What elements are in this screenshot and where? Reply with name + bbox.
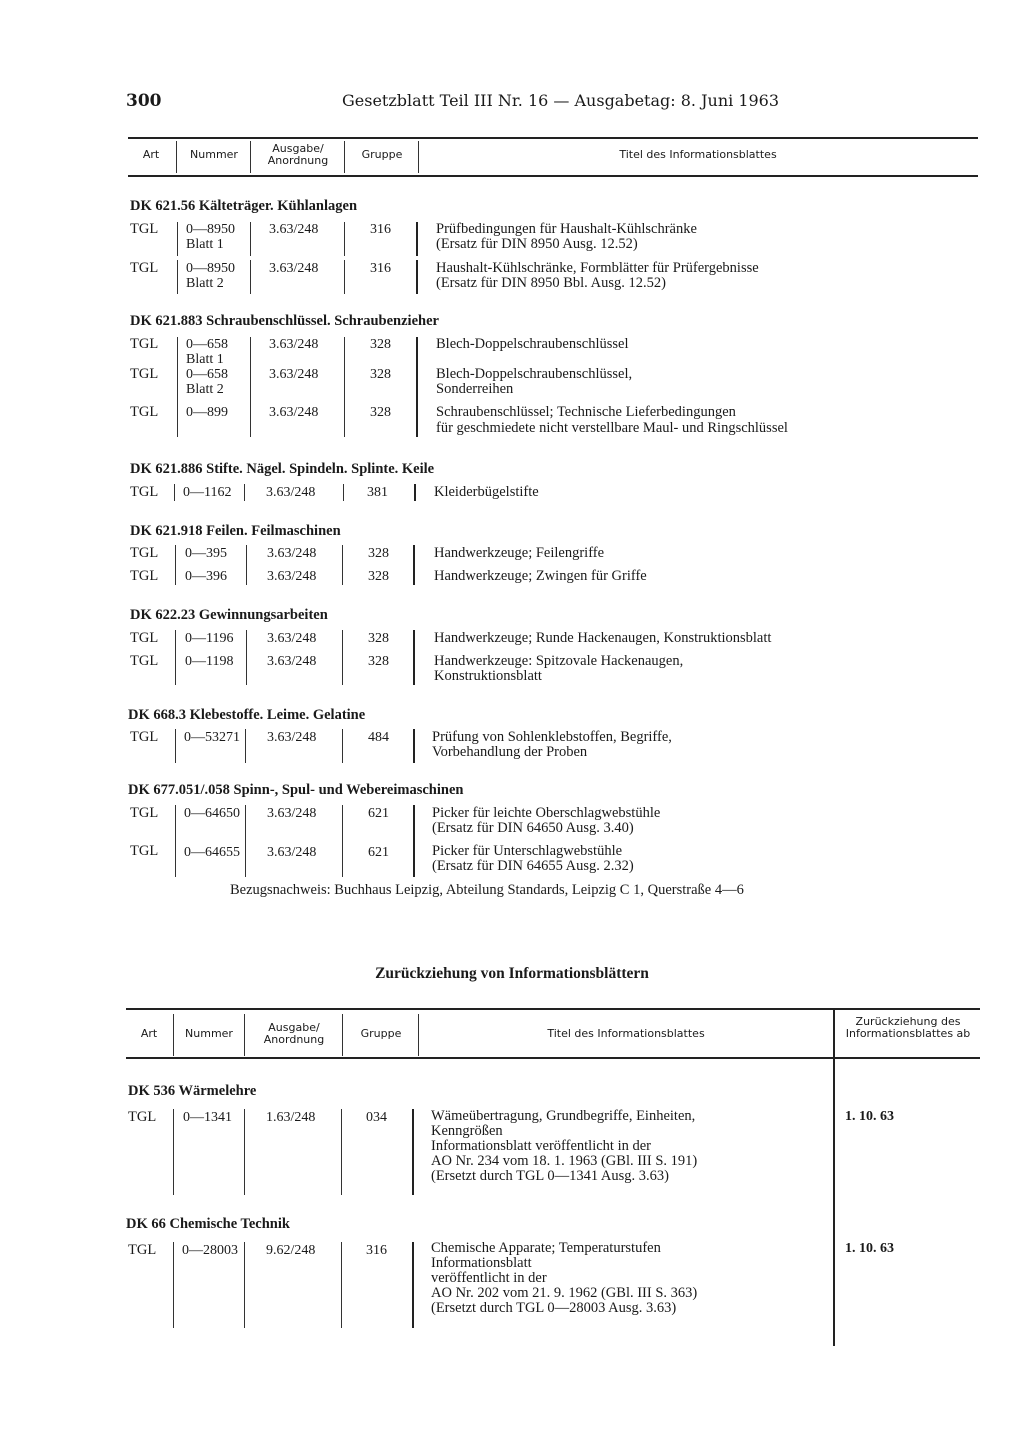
cell-art: TGL <box>130 484 159 500</box>
cell-titel: Chemische Apparate; Temperaturstufen <box>431 1240 661 1256</box>
table1-header-rule <box>128 175 978 177</box>
cell-ausgabe: 3.63/248 <box>267 845 317 860</box>
col-divider <box>244 1242 245 1328</box>
header-titel: Titel des Informationsblattes <box>547 1027 705 1040</box>
cell-gruppe: 316 <box>370 261 391 276</box>
col-divider <box>175 805 176 877</box>
col-divider <box>244 1014 245 1056</box>
cell-art: TGL <box>130 260 159 276</box>
cell-titel-line: AO Nr. 202 vom 21. 9. 1962 (GBl. III S. 363) <box>431 1285 698 1301</box>
cell-titel: Blech-Doppelschraubenschlüssel, <box>436 366 633 382</box>
table2-top-rule <box>126 1008 980 1010</box>
cell-art: TGL <box>130 843 159 859</box>
col-divider <box>250 337 251 437</box>
col-divider <box>416 260 418 294</box>
section-heading: DK 66 Chemische Technik <box>126 1216 290 1232</box>
cell-ausgabe: 3.63/248 <box>269 222 319 237</box>
header-ausgabe: Ausgabe/ Anordnung <box>263 1021 325 1046</box>
cell-titel-line: Informationsblatt veröffentlicht in der <box>431 1138 651 1154</box>
cell-nummer-blatt: Blatt 1 <box>186 352 224 367</box>
col-divider <box>176 141 177 173</box>
cell-titel: Handwerkzeuge; Runde Hackenaugen, Konstruktionsblatt <box>434 630 772 646</box>
cell-nummer: 0—64650 <box>184 806 240 821</box>
col-divider <box>177 337 178 437</box>
col-divider <box>342 545 343 585</box>
cell-ausgabe: 3.63/248 <box>267 806 317 821</box>
col-divider <box>413 729 415 763</box>
cell-titel-line2: (Ersatz für DIN 64655 Ausg. 2.32) <box>432 858 634 874</box>
cell-titel: Handwerkzeuge; Zwingen für Griffe <box>434 568 647 584</box>
cell-nummer: 0—395 <box>185 546 227 561</box>
cell-nummer: 0—658 <box>186 337 228 352</box>
cell-art: TGL <box>130 366 159 382</box>
table2-header-rule <box>126 1057 980 1059</box>
cell-titel: Prüfbedingungen für Haushalt-Kühlschränke <box>436 221 697 237</box>
cell-titel: Picker für Unterschlagwebstühle <box>432 843 623 859</box>
col-divider <box>244 484 245 501</box>
cell-titel-line: AO Nr. 234 vom 18. 1. 1963 (GBl. III S. 191) <box>431 1153 698 1169</box>
cell-ausgabe: 3.63/248 <box>269 405 319 420</box>
cell-titel-line2: Sonderreihen <box>436 381 514 397</box>
col-divider <box>245 805 246 877</box>
cell-titel: Prüfung von Sohlenklebstoffen, Begriffe, <box>432 729 672 745</box>
cell-nummer: 0—1196 <box>185 631 234 646</box>
section-heading: DK 622.23 Gewinnungsarbeiten <box>130 607 328 623</box>
col-divider <box>416 337 418 437</box>
cell-art: TGL <box>128 1242 157 1258</box>
cell-ausgabe: 3.63/248 <box>267 546 317 561</box>
header-ausgabe: Ausgabe/ Anordnung <box>267 142 329 167</box>
cell-gruppe: 621 <box>368 845 389 860</box>
cell-art: TGL <box>130 805 159 821</box>
col-divider <box>245 729 246 763</box>
header-zurueckziehung: Zurückziehung des Informationsblattes ab <box>845 1015 971 1040</box>
col-divider <box>175 545 176 585</box>
cell-gruppe: 621 <box>368 806 389 821</box>
cell-art: TGL <box>128 1109 157 1125</box>
cell-art: TGL <box>130 653 159 669</box>
col-divider <box>250 222 251 256</box>
cell-art: TGL <box>130 545 159 561</box>
cell-ausgabe: 3.63/248 <box>269 261 319 276</box>
col-divider <box>177 260 178 294</box>
cell-nummer: 0—1341 <box>183 1110 232 1125</box>
header-nummer: Nummer <box>190 148 238 161</box>
cell-gruppe: 328 <box>368 654 389 669</box>
col-divider <box>342 1014 343 1056</box>
col-divider <box>177 222 178 256</box>
col-divider <box>342 729 343 763</box>
cell-titel-line2: Vorbehandlung der Proben <box>432 744 588 760</box>
cell-gruppe: 328 <box>368 546 389 561</box>
cell-gruppe: 328 <box>370 405 391 420</box>
cell-art: TGL <box>130 336 159 352</box>
section-heading: DK 668.3 Klebestoffe. Leime. Gelatine <box>128 707 366 723</box>
cell-titel: Wämeübertragung, Grundbegriffe, Einheiten, <box>431 1108 696 1124</box>
col-divider <box>344 260 345 294</box>
col-divider <box>250 141 251 173</box>
col-divider <box>344 141 345 173</box>
cell-ausgabe: 3.63/248 <box>266 485 316 500</box>
cell-titel-line: veröffentlicht in der <box>431 1270 547 1286</box>
cell-gruppe: 034 <box>366 1110 387 1125</box>
cell-nummer: 0—53271 <box>184 730 240 745</box>
cell-nummer: 0—1162 <box>183 485 232 500</box>
header-nummer: Nummer <box>185 1027 233 1040</box>
cell-titel: Picker für leichte Oberschlagwebstühle <box>432 805 661 821</box>
cell-art: TGL <box>130 729 159 745</box>
cell-titel-line: (Ersetzt durch TGL 0—28003 Ausg. 3.63) <box>431 1300 677 1316</box>
cell-nummer-blatt: Blatt 2 <box>186 382 224 397</box>
cell-titel: Haushalt-Kühlschränke, Formblätter für Prüfergebnisse <box>436 260 759 276</box>
cell-ausgabe: 3.63/248 <box>269 337 319 352</box>
col-divider <box>418 1014 419 1056</box>
col-divider <box>341 1242 342 1328</box>
section-heading: DK 621.883 Schraubenschlüssel. Schraubenzieher <box>130 313 439 329</box>
cell-ausgabe: 3.63/248 <box>267 730 317 745</box>
col-divider <box>246 545 247 585</box>
cell-nummer: 0—1198 <box>185 654 234 669</box>
cell-titel-line: (Ersetzt durch TGL 0—1341 Ausg. 3.63) <box>431 1168 670 1184</box>
col-divider <box>342 630 343 685</box>
cell-titel-line2: (Ersatz für DIN 8950 Bbl. Ausg. 12.52) <box>436 275 666 291</box>
cell-nummer: 0—396 <box>185 569 227 584</box>
section-heading: DK 621.918 Feilen. Feilmaschinen <box>130 523 341 539</box>
page-number: 300 <box>126 91 162 111</box>
header-gruppe: Gruppe <box>360 1027 402 1040</box>
cell-art: TGL <box>130 630 159 646</box>
cell-ausgabe: 1.63/248 <box>266 1110 316 1125</box>
cell-gruppe: 328 <box>368 569 389 584</box>
section-heading: DK 536 Wärmelehre <box>128 1083 257 1099</box>
section-heading: DK 621.56 Kälteträger. Kühlanlagen <box>130 198 358 214</box>
cell-titel: Schraubenschlüssel; Technische Lieferbedingungen <box>436 404 736 420</box>
cell-titel-line2: (Ersatz für DIN 64650 Ausg. 3.40) <box>432 820 634 836</box>
cell-titel-line: Kenngrößen <box>431 1123 503 1139</box>
col-divider <box>343 484 344 501</box>
col-divider <box>173 1014 174 1056</box>
section-heading: DK 621.886 Stifte. Nägel. Spindeln. Splinte. Keile <box>130 461 435 477</box>
section-title: Zurückziehung von Informationsblättern <box>375 965 649 982</box>
cell-nummer: 0—899 <box>186 405 228 420</box>
header-art: Art <box>142 148 160 161</box>
cell-titel: Blech-Doppelschraubenschlüssel <box>436 336 629 352</box>
cell-titel: Handwerkzeuge; Feilengriffe <box>434 545 605 561</box>
cell-gruppe: 316 <box>366 1243 387 1258</box>
cell-ausgabe: 3.63/248 <box>269 367 319 382</box>
col-divider-zurueck <box>833 1010 835 1346</box>
cell-ausgabe: 3.63/248 <box>267 654 317 669</box>
table1-top-rule <box>128 137 978 139</box>
col-divider <box>414 484 416 501</box>
header-titel: Titel des Informationsblattes <box>619 148 777 161</box>
col-divider <box>412 1109 414 1195</box>
cell-art: TGL <box>130 221 159 237</box>
header-art: Art <box>140 1027 158 1040</box>
cell-art: TGL <box>130 404 159 420</box>
cell-gruppe: 381 <box>367 485 388 500</box>
cell-gruppe: 328 <box>370 337 391 352</box>
header-gruppe: Gruppe <box>361 148 403 161</box>
col-divider <box>416 222 418 256</box>
cell-nummer: 0—28003 <box>182 1243 238 1258</box>
col-divider <box>413 545 415 585</box>
col-divider <box>246 630 247 685</box>
cell-titel-line: Informationsblatt <box>431 1255 532 1271</box>
col-divider <box>344 337 345 437</box>
col-divider <box>413 805 415 877</box>
col-divider <box>244 1109 245 1195</box>
cell-gruppe: 316 <box>370 222 391 237</box>
cell-gruppe: 328 <box>370 367 391 382</box>
cell-nummer: 0—8950 <box>186 222 235 237</box>
cell-titel-line2: (Ersatz für DIN 8950 Ausg. 12.52) <box>436 236 638 252</box>
col-divider <box>341 1109 342 1195</box>
cell-nummer: 0—8950 <box>186 261 235 276</box>
cell-titel: Kleiderbügelstifte <box>434 484 539 500</box>
cell-art: TGL <box>130 568 159 584</box>
cell-ausgabe: 3.63/248 <box>267 631 317 646</box>
section-heading: DK 677.051/.058 Spinn-, Spul- und Webereimaschinen <box>128 782 464 798</box>
col-divider <box>173 1242 174 1328</box>
cell-nummer: 0—64655 <box>184 845 240 860</box>
col-divider <box>175 630 176 685</box>
cell-ausgabe: 9.62/248 <box>266 1243 316 1258</box>
cell-titel-line2: für geschmiedete nicht verstellbare Maul- und Ringschlüssel <box>436 420 788 436</box>
col-divider <box>175 729 176 763</box>
cell-nummer-blatt: Blatt 1 <box>186 237 224 252</box>
col-divider <box>412 1242 414 1328</box>
cell-gruppe: 328 <box>368 631 389 646</box>
cell-zurueckziehung-date: 1. 10. 63 <box>845 1241 894 1256</box>
cell-gruppe: 484 <box>368 730 389 745</box>
col-divider <box>413 630 415 685</box>
col-divider <box>342 805 343 877</box>
col-divider <box>174 484 175 501</box>
running-head: Gesetzblatt Teil III Nr. 16 — Ausgabetag: 8. Juni 1963 <box>342 91 780 110</box>
cell-titel: Handwerkzeuge: Spitzovale Hackenaugen, <box>434 653 684 669</box>
col-divider <box>344 222 345 256</box>
cell-ausgabe: 3.63/248 <box>267 569 317 584</box>
col-divider <box>173 1109 174 1195</box>
cell-zurueckziehung-date: 1. 10. 63 <box>845 1109 894 1124</box>
col-divider <box>418 141 419 173</box>
cell-nummer-blatt: Blatt 2 <box>186 276 224 291</box>
bezugsnachweis-note: Bezugsnachweis: Buchhaus Leipzig, Abteilung Standards, Leipzig C 1, Querstraße 4—6 <box>230 882 744 898</box>
cell-titel-line2: Konstruktionsblatt <box>434 668 542 684</box>
cell-nummer: 0—658 <box>186 367 228 382</box>
col-divider <box>250 260 251 294</box>
